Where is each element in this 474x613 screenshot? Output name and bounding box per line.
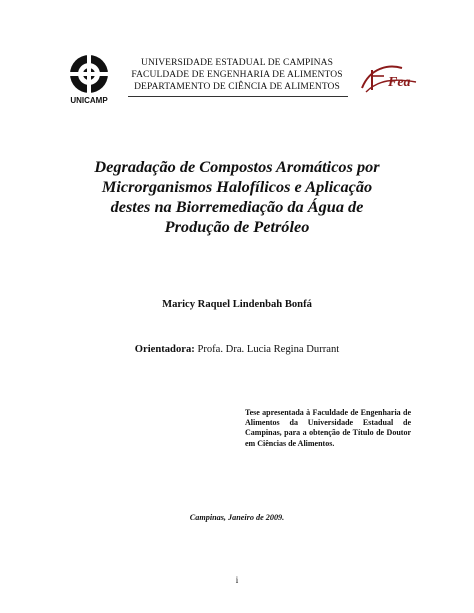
header-faculty: FACULDADE DE ENGENHARIA DE ALIMENTOS	[131, 70, 343, 80]
header-department: DEPARTAMENTO DE CIÊNCIA DE ALIMENTOS	[134, 82, 340, 92]
header-university: UNIVERSIDADE ESTADUAL DE CAMPINAS	[141, 58, 333, 68]
date-line: Campinas, Janeiro de 2009.	[189, 513, 285, 522]
author-name: Maricy Raquel Lindenbah Bonfá	[162, 299, 312, 310]
title-line-2: Microrganismos Halofílicos e Aplicação	[101, 177, 373, 196]
advisor-name: Profa. Dra. Lucia Regina Durrant	[197, 344, 340, 355]
thesis-note: Tese apresentada à Faculdade de Engenharia de Alimentos da Universidade Estadual de Campinas, para a obtenção de Título de Doutor em Ciências de Alimentos.	[245, 408, 411, 448]
title-line-4: Produção de Petróleo	[164, 217, 310, 236]
thesis-title	[40, 157, 434, 237]
page-number: i	[235, 575, 239, 585]
title-line-1: Degradação de Compostos Aromáticos por	[94, 157, 380, 176]
header-divider	[128, 96, 348, 97]
title-line-3: destes na Biorremediação da Água de	[110, 197, 364, 216]
svg-text:UNICAMP: UNICAMP	[70, 96, 108, 105]
svg-text:Fea: Fea	[388, 75, 411, 90]
advisor-label: Orientadora:	[134, 344, 195, 355]
advisor-line	[0, 344, 474, 355]
